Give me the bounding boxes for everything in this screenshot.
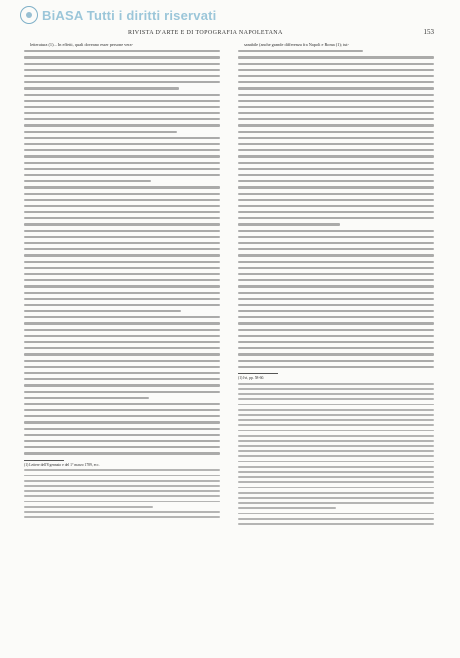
- text-line-ink: [238, 347, 434, 349]
- right-column-opening: sanabile (anche grande differenza fra Napoli e Roma (1); tut-: [244, 42, 350, 47]
- text-line-ink: [238, 87, 434, 89]
- text-line-ink: [238, 424, 434, 426]
- text-line-ink: [24, 511, 220, 513]
- text-line-ink: [238, 217, 434, 219]
- text-line-ink: [24, 87, 179, 89]
- text-line-ink: [24, 155, 220, 157]
- text-line-ink: [238, 180, 434, 182]
- text-line-ink: [24, 81, 220, 83]
- text-line-ink: [238, 471, 434, 473]
- text-line-ink: [238, 353, 434, 355]
- text-line-ink: [24, 391, 220, 393]
- text-line-ink: [24, 490, 220, 492]
- text-line-ink: [24, 223, 220, 225]
- text-line-ink: [24, 485, 220, 487]
- text-line-ink: [238, 487, 434, 489]
- watermark: [20, 4, 220, 26]
- text-line-ink: [238, 69, 434, 71]
- text-line-ink: [238, 513, 434, 515]
- text-line-ink: [238, 248, 434, 250]
- text-line-ink: [238, 211, 434, 213]
- text-line-ink: [238, 149, 434, 151]
- text-line-ink: [24, 205, 220, 207]
- text-line-ink: [24, 193, 220, 195]
- text-line: [24, 450, 220, 456]
- text-line-ink: [24, 298, 220, 300]
- text-line-ink: [238, 383, 434, 385]
- text-line-ink: [238, 298, 434, 300]
- text-line-ink: [24, 403, 220, 405]
- text-line-ink: [24, 440, 220, 442]
- text-line-ink: [238, 242, 434, 244]
- text-line-ink: [24, 112, 220, 114]
- text-line-ink: [24, 310, 181, 312]
- text-line: [238, 521, 434, 526]
- text-line-ink: [24, 452, 220, 454]
- text-line-ink: [24, 118, 220, 120]
- text-line-ink: [24, 131, 177, 133]
- text-line-ink: [238, 476, 434, 478]
- text-line-ink: [24, 285, 220, 287]
- text-line-ink: [238, 236, 434, 238]
- text-line-ink: [238, 124, 434, 126]
- text-line-ink: [24, 75, 220, 77]
- text-line-ink: [24, 143, 220, 145]
- text-line-ink: [24, 56, 220, 58]
- text-line-ink: [238, 230, 434, 232]
- text-line-ink: [238, 409, 434, 411]
- text-line-ink: [238, 404, 434, 406]
- text-line-ink: [238, 388, 434, 390]
- text-line-ink: [238, 106, 434, 108]
- left-column-opening: letteratura (1)... In effetti, quali doveano esser persone vera-: [30, 42, 133, 47]
- text-line-ink: [238, 199, 434, 201]
- text-line-ink: [24, 124, 220, 126]
- running-title: RIVISTA D'ARTE E DI TOPOGRAFIA NAPOLETANA: [128, 30, 283, 36]
- text-line-ink: [238, 523, 434, 525]
- text-line-ink: [238, 322, 434, 324]
- text-line-ink: [238, 50, 363, 52]
- left-column-body: [24, 48, 220, 456]
- text-line: [238, 364, 434, 370]
- text-line-ink: [238, 254, 434, 256]
- text-line-ink: [24, 409, 220, 411]
- text-line-ink: [238, 419, 434, 421]
- footnote-rule: [24, 460, 64, 461]
- library-logo-icon: [20, 6, 38, 24]
- text-line-ink: [24, 366, 220, 368]
- text-line-ink: [238, 273, 434, 275]
- text-line-ink: [238, 174, 434, 176]
- text-line-ink: [24, 248, 220, 250]
- text-line-ink: [24, 180, 151, 182]
- footnote-rule: [238, 373, 278, 374]
- text-line-ink: [238, 155, 434, 157]
- right-footnote-first: (1) Ivi, pp. 58-60.: [238, 375, 265, 380]
- text-line-ink: [24, 516, 220, 518]
- text-line-ink: [24, 261, 220, 263]
- text-line-ink: [24, 211, 220, 213]
- text-line-ink: [238, 497, 434, 499]
- text-line-ink: [24, 347, 220, 349]
- text-line-ink: [24, 469, 220, 471]
- text-line-ink: [24, 267, 220, 269]
- text-line-ink: [24, 292, 220, 294]
- text-line-ink: [238, 502, 434, 504]
- text-line-ink: [24, 335, 220, 337]
- text-line-ink: [24, 199, 220, 201]
- text-line-ink: [24, 304, 220, 306]
- text-line-ink: [238, 466, 434, 468]
- text-line-ink: [24, 63, 220, 65]
- right-column-body: [238, 48, 434, 370]
- text-line-ink: [238, 316, 434, 318]
- text-line-ink: [238, 435, 434, 437]
- text-line-ink: [238, 285, 434, 287]
- text-line-ink: [238, 304, 434, 306]
- text-line-ink: [238, 414, 434, 416]
- text-line-ink: [24, 378, 220, 380]
- text-line-ink: [24, 106, 220, 108]
- text-line-ink: [238, 223, 340, 225]
- text-line-ink: [238, 335, 434, 337]
- text-line-ink: [238, 360, 434, 362]
- text-line-ink: [238, 162, 434, 164]
- text-line-ink: [24, 236, 220, 238]
- text-line-ink: [24, 434, 220, 436]
- text-line-ink: [238, 398, 434, 400]
- text-line-ink: [24, 100, 220, 102]
- text-line-ink: [238, 310, 434, 312]
- right-column: [238, 42, 434, 627]
- text-line-ink: [24, 162, 220, 164]
- text-line-ink: [24, 495, 220, 497]
- text-line-ink: [238, 267, 434, 269]
- text-line-ink: [238, 168, 434, 170]
- text-line-ink: [238, 507, 336, 509]
- text-line-ink: [238, 492, 434, 494]
- text-line-ink: [24, 279, 220, 281]
- text-line-ink: [24, 372, 220, 374]
- text-line-ink: [238, 118, 434, 120]
- text-line: [24, 514, 220, 519]
- text-line-ink: [24, 242, 220, 244]
- text-line-ink: [238, 450, 434, 452]
- text-line-ink: [24, 501, 220, 503]
- left-footnotes: [24, 468, 220, 520]
- text-line-ink: [238, 205, 434, 207]
- text-line-ink: [238, 143, 434, 145]
- page-number: 153: [423, 28, 434, 36]
- text-line-ink: [238, 366, 434, 368]
- text-line-ink: [24, 506, 153, 508]
- text-line-ink: [24, 421, 220, 423]
- text-line-ink: [238, 100, 434, 102]
- text-line-ink: [24, 230, 220, 232]
- text-line-ink: [24, 329, 220, 331]
- text-line-ink: [24, 174, 220, 176]
- text-line-ink: [238, 186, 434, 188]
- text-line-ink: [238, 481, 434, 483]
- text-line-ink: [238, 518, 434, 520]
- left-footnote-first: (1) Lettere dell'8 gennaio e del 1° marzo 1789, ecc.: [24, 462, 100, 467]
- text-line-ink: [24, 475, 220, 477]
- text-line-ink: [238, 94, 434, 96]
- text-line-ink: [24, 322, 220, 324]
- text-line-ink: [24, 217, 220, 219]
- text-line-ink: [238, 81, 434, 83]
- text-line-ink: [238, 461, 434, 463]
- text-line-ink: [238, 137, 434, 139]
- text-line-ink: [238, 63, 434, 65]
- text-line-ink: [238, 393, 434, 395]
- text-line-ink: [238, 329, 434, 331]
- text-line-ink: [238, 75, 434, 77]
- text-line-ink: [24, 168, 220, 170]
- text-line-ink: [238, 440, 434, 442]
- text-line-ink: [24, 341, 220, 343]
- text-line-ink: [24, 186, 220, 188]
- text-line-ink: [238, 279, 434, 281]
- text-line-ink: [24, 415, 220, 417]
- text-line-ink: [24, 428, 220, 430]
- text-line-ink: [238, 131, 434, 133]
- text-line-ink: [24, 149, 220, 151]
- text-line-ink: [238, 455, 434, 457]
- text-line-ink: [24, 397, 149, 399]
- right-footnotes: [238, 381, 434, 526]
- text-line-ink: [24, 353, 220, 355]
- text-line-ink: [24, 446, 220, 448]
- text-line-ink: [238, 341, 434, 343]
- text-line-ink: [238, 292, 434, 294]
- text-line-ink: [24, 273, 220, 275]
- text-line-ink: [24, 384, 220, 386]
- text-line-ink: [24, 316, 220, 318]
- text-line-ink: [24, 50, 220, 52]
- text-line-ink: [238, 261, 434, 263]
- text-line-ink: [238, 193, 434, 195]
- text-line-ink: [24, 360, 220, 362]
- text-line-ink: [24, 69, 220, 71]
- text-line-ink: [238, 430, 434, 432]
- left-column: [24, 42, 220, 614]
- text-line-ink: [238, 56, 434, 58]
- text-line-ink: [24, 94, 220, 96]
- text-line-ink: [24, 480, 220, 482]
- text-line-ink: [238, 445, 434, 447]
- watermark-text: BiASA Tutti i diritti riservati: [42, 7, 217, 23]
- text-line-ink: [238, 112, 434, 114]
- text-line-ink: [24, 137, 220, 139]
- text-line-ink: [24, 254, 220, 256]
